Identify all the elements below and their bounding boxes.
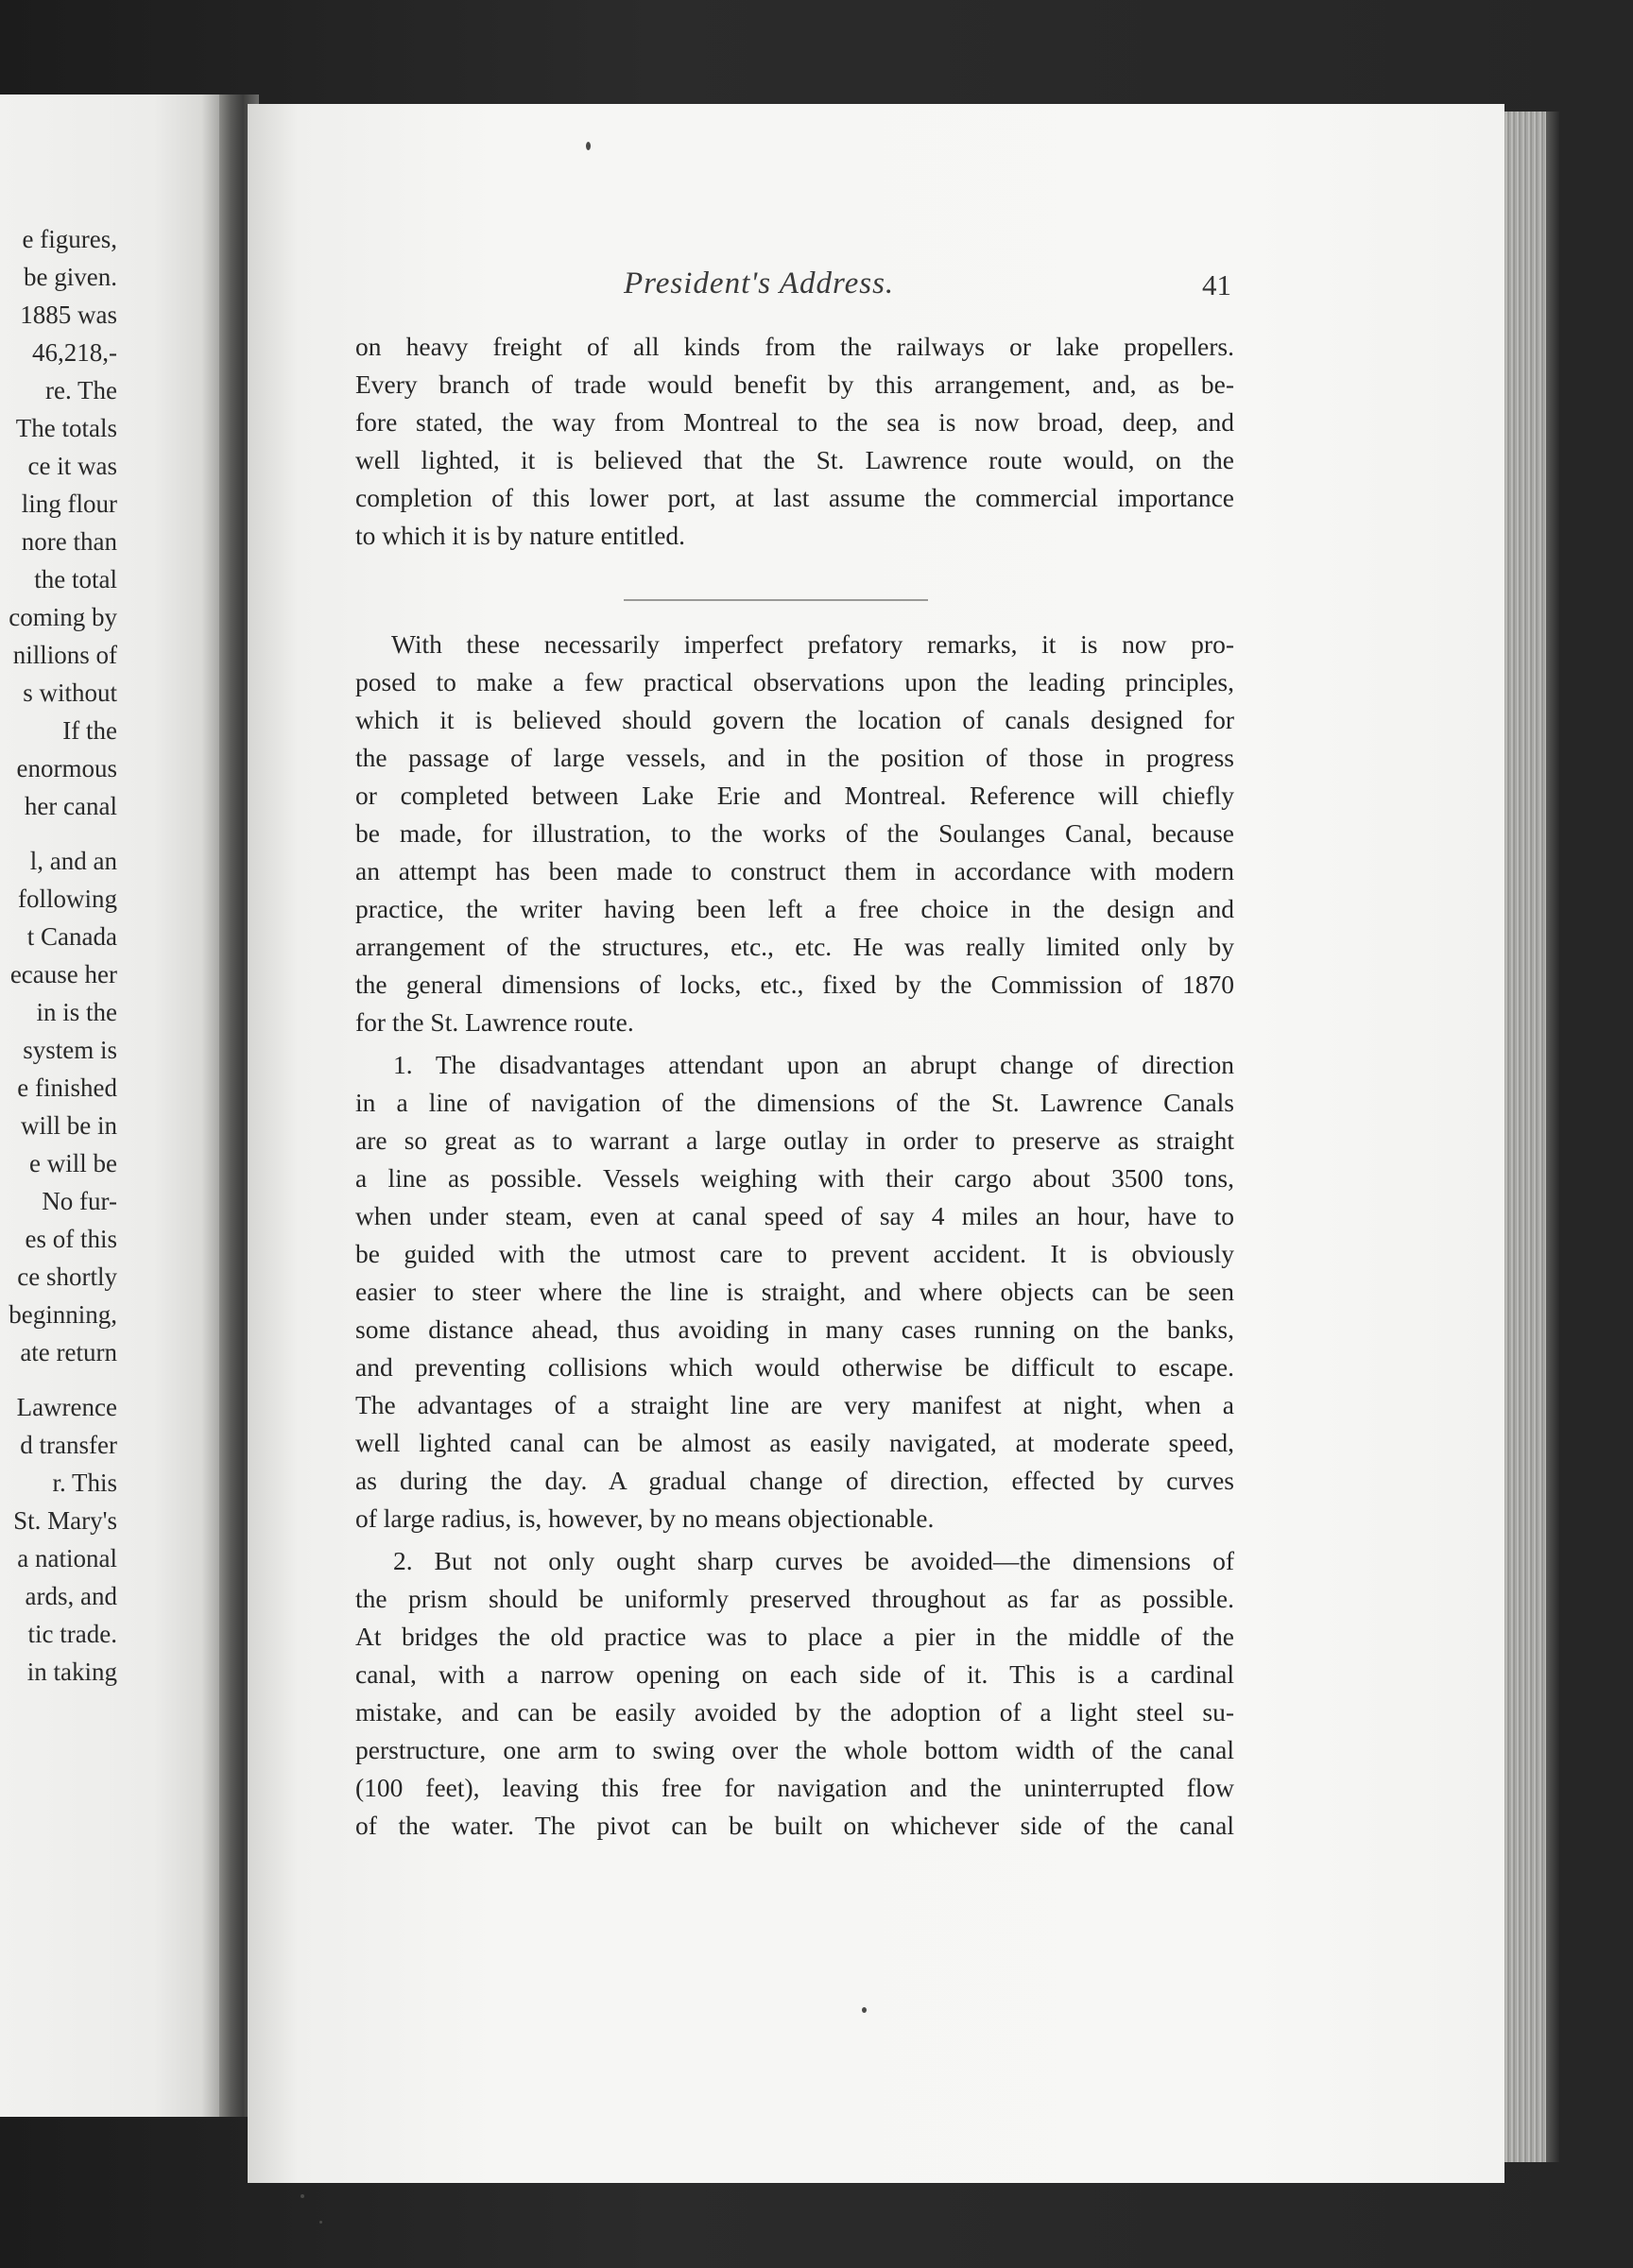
left-page-line: The totals <box>15 414 117 442</box>
body-line: as during the day. A gradual change of direction, effected by curves <box>355 1466 1234 1495</box>
body-line: of the water. The pivot can be built on whichever side of the canal <box>355 1811 1234 1840</box>
left-page-line: her canal <box>24 792 117 820</box>
left-page-line: the total <box>34 565 117 593</box>
running-header-title: President's Address. <box>624 266 895 301</box>
body-line: fore stated, the way from Montreal to the sea is now broad, deep, and <box>355 407 1234 437</box>
left-page-line: 1885 was <box>20 301 117 329</box>
left-page-line: No fur- <box>42 1187 117 1215</box>
left-page-line: r. This <box>52 1469 117 1497</box>
left-page-line: ards, and <box>25 1582 117 1610</box>
page-edges <box>1504 112 1546 2162</box>
left-page-line: e figures, <box>22 225 117 253</box>
body-line: (100 feet), leaving this free for navigation and the uninterrupted flow <box>355 1773 1234 1802</box>
left-page-line: following <box>18 885 117 913</box>
body-line: in a line of navigation of the dimensions of the St. Lawrence Canals <box>355 1088 1234 1117</box>
edge-shadow <box>1546 112 1559 2162</box>
left-page-line: St. Mary's <box>13 1506 117 1535</box>
scan-speck <box>301 2194 304 2198</box>
scan-speck <box>586 142 591 150</box>
body-line: to which it is by nature entitled. <box>355 521 686 550</box>
left-page-line: nillions of <box>12 641 117 669</box>
body-line: easier to steer where the line is straight, and where objects can be seen <box>355 1277 1234 1306</box>
left-page-line: beginning, <box>9 1300 117 1329</box>
body-line: the passage of large vessels, and in the position of those in progress <box>355 743 1234 772</box>
left-page-line: tic trade. <box>27 1620 117 1648</box>
left-page-line: 46,218,- <box>32 338 117 367</box>
body-line: posed to make a few practical observations upon the leading principles, <box>355 667 1234 696</box>
body-line: be made, for illustration, to the works of the Soulanges Canal, because <box>355 818 1234 848</box>
body-line: of large radius, is, however, by no means objectionable. <box>355 1503 935 1533</box>
body-line: Every branch of trade would benefit by this arrangement, and, as be- <box>355 369 1234 399</box>
body-line: the prism should be uniformly preserved throughout as far as possible. <box>355 1584 1234 1613</box>
left-page-line: l, and an <box>29 847 117 875</box>
body-line: are so great as to warrant a large outlay in order to preserve as straight <box>355 1125 1234 1155</box>
left-page-line: in taking <box>26 1658 117 1686</box>
body-line: for the St. Lawrence route. <box>355 1007 634 1037</box>
left-page-line: If the <box>62 716 117 745</box>
left-page-line: ecause her <box>9 960 117 988</box>
section-divider <box>624 599 928 601</box>
left-page-line: s without <box>23 679 117 707</box>
body-line: 2. But not only ought sharp curves be avoided—the dimensions of <box>393 1546 1234 1575</box>
left-page-line: es of this <box>25 1225 117 1253</box>
left-page-line: in is the <box>36 998 117 1026</box>
body-line: completion of this lower port, at last assume the commercial importance <box>355 483 1234 512</box>
left-page-line: ate return <box>20 1338 117 1366</box>
body-line: some distance ahead, thus avoiding in many cases running on the banks, <box>355 1314 1234 1344</box>
left-page-line: e finished <box>17 1074 117 1102</box>
body-line: and preventing collisions which would otherwise be difficult to escape. <box>355 1352 1234 1382</box>
body-line: With these necessarily imperfect prefatory remarks, it is now pro- <box>391 629 1234 659</box>
left-page-line: e will be <box>29 1149 117 1177</box>
body-line: perstructure, one arm to swing over the whole bottom width of the canal <box>355 1735 1234 1764</box>
scan-speck <box>862 2007 867 2013</box>
left-page-line: be given. <box>24 263 117 291</box>
left-page-line: d transfer <box>20 1431 117 1459</box>
body-line: be guided with the utmost care to prevent accident. It is obviously <box>355 1239 1234 1268</box>
left-page-line: re. The <box>45 376 117 404</box>
body-line: well lighted canal can be almost as easily navigated, at moderate speed, <box>355 1428 1234 1457</box>
body-line: well lighted, it is believed that the St. Lawrence route would, on the <box>355 445 1234 474</box>
body-line: a line as possible. Vessels weighing with their cargo about 3500 tons, <box>355 1163 1234 1193</box>
body-line: the general dimensions of locks, etc., fixed by the Commission of 1870 <box>355 970 1234 999</box>
body-line: an attempt has been made to construct them in accordance with modern <box>355 856 1234 885</box>
left-page-line: will be in <box>21 1111 117 1140</box>
left-page-line: t Canada <box>26 922 117 951</box>
left-page-line: ce it was <box>27 452 117 480</box>
left-page-line: Lawrence <box>16 1393 117 1421</box>
left-page-line: ce shortly <box>17 1263 117 1291</box>
body-line: which it is believed should govern the location of canals designed for <box>355 705 1234 734</box>
left-page-line: coming by <box>9 603 117 631</box>
body-line: 1. The disadvantages attendant upon an abrupt change of direction <box>393 1050 1234 1079</box>
left-page-line: nore than <box>21 527 117 556</box>
left-facing-page <box>0 94 219 2117</box>
body-line: practice, the writer having been left a free choice in the design and <box>355 894 1234 923</box>
scan-speck <box>319 2221 322 2224</box>
left-page-line: enormous <box>16 754 117 782</box>
body-line: when under steam, even at canal speed of say 4 miles an hour, have to <box>355 1201 1234 1230</box>
body-line: or completed between Lake Erie and Montreal. Reference will chiefly <box>355 781 1234 810</box>
left-page-line: system is <box>23 1036 117 1064</box>
body-line: canal, with a narrow opening on each side of it. This is a cardinal <box>355 1659 1234 1689</box>
body-line: arrangement of the structures, etc., etc. He was really limited only by <box>355 932 1234 961</box>
left-page-line: ling flour <box>21 490 117 518</box>
left-page-line: a national <box>17 1544 117 1572</box>
body-line: on heavy freight of all kinds from the railways or lake propellers. <box>355 332 1234 361</box>
body-line: mistake, and can be easily avoided by the adoption of a light steel su- <box>355 1697 1234 1727</box>
page-number: 41 <box>1202 268 1231 301</box>
body-line: The advantages of a straight line are very manifest at night, when a <box>355 1390 1234 1419</box>
body-line: At bridges the old practice was to place a pier in the middle of the <box>355 1622 1234 1651</box>
